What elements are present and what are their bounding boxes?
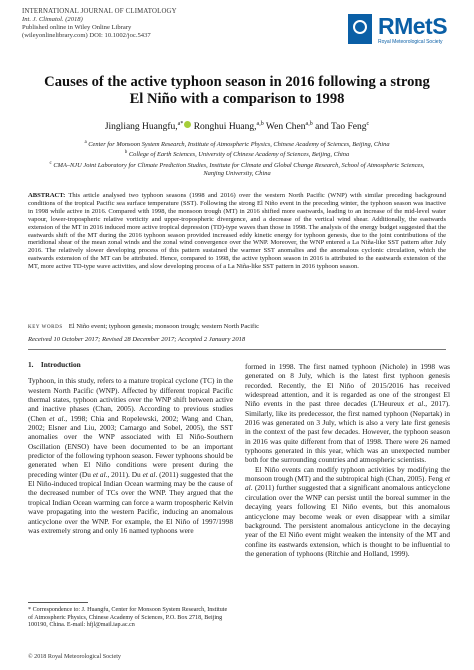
- journal-name: INTERNATIONAL JOURNAL OF CLIMATOLOGY: [22, 8, 177, 15]
- journal-published: Published online in Wiley Online Library: [22, 24, 132, 31]
- keywords-label: KEY WORDS: [28, 325, 63, 330]
- affiliation-sup: a: [84, 140, 87, 145]
- rmets-logo-mark-icon: [348, 14, 372, 44]
- intro-paragraph-1-continued: [245, 362, 450, 465]
- author-3[interactable]: Wen Chen: [265, 122, 306, 133]
- orcid-icon[interactable]: [184, 121, 191, 128]
- author-4[interactable]: and Tao Feng: [312, 122, 367, 133]
- rmets-logo: [348, 10, 452, 54]
- text-run: formed in 1998. The first named typhoon (Nichole) in 1998 was generated on 8 July, which is the latest first typhoon genesis recorded. Recently, the El Niño of 2015/2016 has received widespread attention, and it is regarded as one of the strongest El Niño events in the past three decades (L'Heureux: [245, 362, 450, 409]
- author-3-sup: a,b: [305, 121, 313, 127]
- author-2[interactable]: Ronghui Huang,: [193, 122, 257, 133]
- section-number: 1.: [28, 360, 34, 369]
- header-divider: [28, 349, 446, 350]
- text-run-italic: et al: [49, 413, 64, 423]
- paper-title: Causes of the active typhoon season in 2016 following a strong El Niño with a comparison to 1998: [44, 74, 430, 107]
- author-1[interactable]: Jingliang Huangfu,: [104, 122, 178, 133]
- submission-dates: Received 10 October 2017; Revised 28 December 2017; Accepted 2 January 2018: [28, 336, 246, 343]
- affiliation-sup: b: [124, 150, 128, 156]
- text-run: ., 2011). Du: [105, 469, 143, 479]
- text-run: ., 2017). Similarly, like its predecessor, the first named typhoon (Nepartak) in 2016 was generated on 3 July, which is also a very late first genesis in the context of the past few decades. However, the typhoon season in 2016 was quite different from that of 1998. There were 26 named typhoons generated in this year, which was an unexpected number both for the surrounding countries and atmospheric scientists.: [245, 399, 450, 465]
- affiliation-sup: c: [49, 160, 52, 166]
- affiliation-c: [40, 160, 434, 179]
- affiliation-b: [40, 149, 434, 159]
- intro-paragraph-2: [245, 465, 450, 558]
- section-title: Introduction: [40, 360, 81, 369]
- keywords-text: El Niño event; typhoon genesis; monsoon trough; western North Pacific: [68, 323, 259, 330]
- affiliation-text: Center for Monsoon System Research, Institute of Atmospheric Physics, Chinese Academy of Sciences, Beijing, China: [86, 141, 390, 149]
- rmets-logo-name: RMetS: [378, 13, 448, 39]
- journal-header: [22, 8, 177, 40]
- journal-citation: Int. J. Climatol. (2018): [22, 16, 83, 23]
- author-1-sup: a*: [177, 121, 184, 127]
- rmets-logo-subtitle: Royal Meteorological Society: [378, 39, 443, 45]
- text-run: Typhoon, in this study, refers to a mature tropical cyclone (TC) in the western North Pacific (WNP). Affected by different tropical Pacific thermal states, typhoon activities over the WNP shift between active and inactive phases (Chan, 2005). According to previous studies (Chen: [28, 376, 233, 423]
- author-2-sup: a,b: [256, 121, 264, 127]
- text-run: ., 1998; Chia and Ropelewski, 2002; Wang and Chan, 2002; Elsner and Liu, 2003; Camargo and Sobel, 2005), the SST anomalies over the WNP associated with El Niño-Southern Oscillation (ENSO) have been documented to be an important predictor of the following typhoon season. Fewer typhoons should be generated when El Niño conditions were present during the preceding winter (Du: [28, 413, 233, 479]
- abstract-text: This article analysed two typhoon seasons (1998 and 2016) over the western North Pacific (WNP) with similar preceding background conditions of the tropical Pacific sea surface temperature (SST). Following the strong El Niño event in the preceding winter, the typhoon season was inactive in 1998 while active in 2016. Compared with 1998, the monsoon trough (MT) in 2016 shifted more eastwards, leading to an increase of the mid-level water vapour, lower-tropospheric relative vorticity and upper-tropospheric divergence, and a decrease of the vertical wind shear. Additionally, the eastwards extension of the MT in 2016 induced more active tropical depression (TD)-type waves than those in 1998. The analysis of the energy budget suggested that the eastwards shift of the MT during the 2016 typhoon season provided increased eddy kinetic energy for typhoon genesis, due to the joint contributions of the meridional shear of the mean zonal winds and the zonal wind convergence over the WNP. Moreover, the WNP entered a La Niña-like SST pattern after July 2016. The relatively slower developing process of this pattern sustained the warmer SST anomalies and the anomalous cyclonic circulation, which the eastwards extension of the MT can be attributed. Hence, compared to 1998, the active typhoon season in 2016 is attributed to the eastwards extension of the MT, more active TD-type wave activities, and slow developing process of a La Niña-like SST pattern in 2016 typhoon season.: [28, 192, 446, 271]
- correspondence-footnote: * Correspondence to: J. Huangfu, Center for Monsoon System Research, Institute of Atmospheric Physics, Chinese Academy of Sciences, P.O. Box 2718, Beijing 100190, China. E-mail: hfjl@mail.iap.ac.cn: [28, 607, 228, 629]
- footnote-divider: [28, 602, 88, 603]
- author-list: [30, 121, 444, 132]
- abstract-label: ABSTRACT:: [28, 192, 66, 199]
- affiliation-text: CMA–NJU Joint Laboratory for Climate Prediction Studies, Institute for Climate and Global Change Research, School of Atmospheric Sciences, Nanjing University, China: [51, 161, 425, 178]
- author-4-sup: c: [366, 121, 370, 127]
- affiliation-text: College of Earth Sciences, University of Chinese Academy of Sciences, Beijing, China: [127, 151, 350, 159]
- journal-doi[interactable]: (wileyonlinelibrary.com) DOI: 10.1002/joc.5437: [22, 32, 151, 39]
- text-run: El Niño events can modify typhoon activities by modifying the monsoon trough (MT) and the subtropical high (Chan, 2005). Feng: [245, 464, 450, 484]
- text-run-italic: et al: [92, 469, 106, 479]
- keywords: [28, 323, 446, 330]
- intro-paragraph-1: [28, 376, 233, 535]
- text-run-italic: et al: [245, 474, 450, 493]
- text-run: . (2011) suggested that the El Niño-induced tropical Indian Ocean warming may be the cause of the decreased number of TCs over the WNP. They argued that the tropical Indian Ocean warming can force a warm tropospheric Kelvin wave propagating into the western Pacific, inducing an anomalous anticyclone over the WNP. For example, the El Niño of 1997/1998 was extremely strong and only 16 named typhoons were: [28, 469, 233, 535]
- affiliation-a: [40, 139, 434, 149]
- text-run-italic: et al: [408, 399, 424, 409]
- copyright: © 2018 Royal Meteorological Society: [28, 654, 121, 660]
- abstract: [28, 192, 446, 271]
- section-heading: [28, 360, 233, 369]
- body-column-right: [245, 362, 450, 558]
- text-run-italic: et al: [142, 469, 156, 479]
- text-run: . (2011) further suggested that a significant anomalous anticyclone circulation over the WNP can persist until the boreal summer in the decaying years following El Niño events, but this anomalous anticyclone may become weak or even disappear with a similar background. The persistent anomalous anticyclone in the decaying year of the El Niño event might weaken the intensity of the MT and confine its eastwards extension, which is thought to be influential to the generation of typhoons (Ritchie and Holland, 1999).: [245, 483, 450, 558]
- affiliations: [40, 139, 434, 179]
- body-column-left: [28, 360, 233, 535]
